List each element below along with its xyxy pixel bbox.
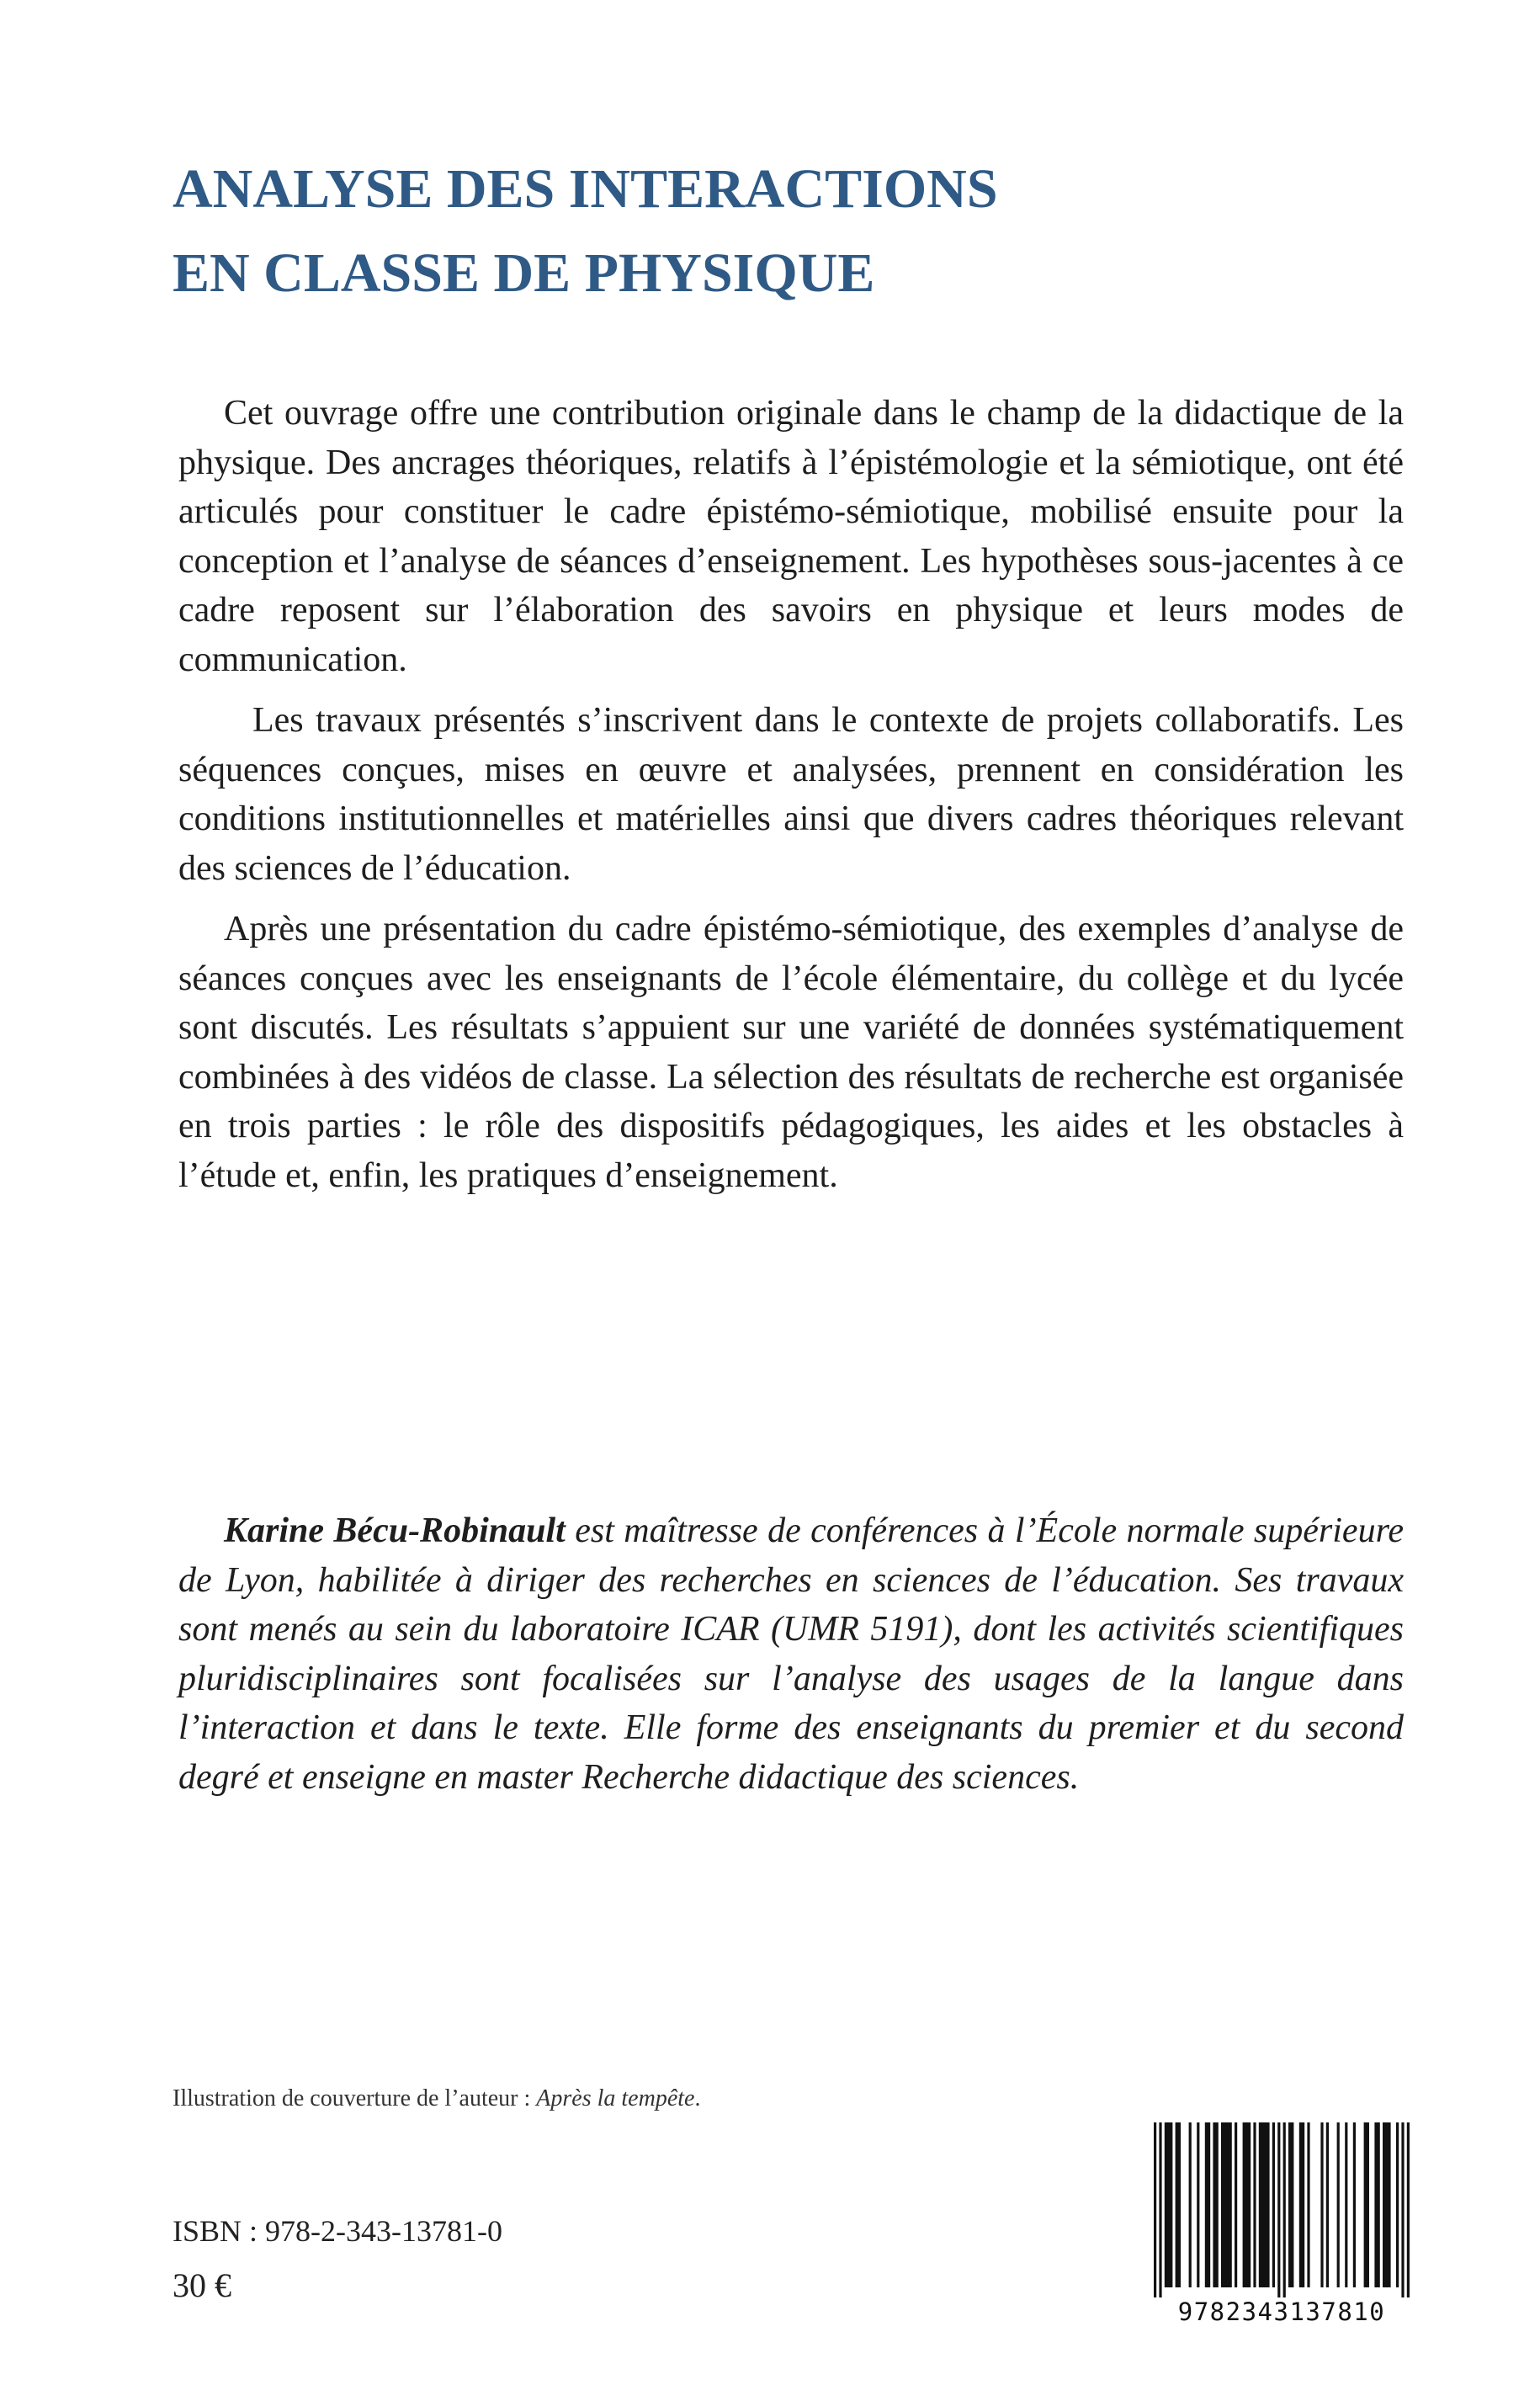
barcode-guard-bar: [1277, 2122, 1280, 2297]
synopsis-paragraph-1: Cet ouvrage offre une contribution originale dans le champ de la didactique de la physique. Des ancrages théoriques, relatifs à l’épistémologie et la sémiotique, ont été articulés pour constituer le cadre épistémo-sémiotique, mobilisé ensuite pour la conception et l’analyse de séances d’enseignement. Les hypothèses sous-jacentes à ce cadre reposent sur l’élaboration des savoirs en physique et leurs modes de communication.: [178, 394, 1404, 679]
credit-suffix: .: [694, 2085, 701, 2111]
barcode-bar: [1383, 2122, 1391, 2287]
barcode-bar: [1253, 2122, 1256, 2287]
book-title-line-1: ANALYSE DES INTERACTIONS: [173, 158, 998, 220]
synopsis: [178, 389, 1404, 1212]
price: 30 €: [173, 2266, 231, 2304]
barcode-guard-bar: [1159, 2122, 1161, 2297]
isbn: ISBN : 978-2-343-13781-0: [173, 2214, 502, 2248]
book-title: [173, 147, 1351, 316]
barcode-bars: [1139, 2119, 1425, 2297]
synopsis-paragraph-2: Les travaux présentés s’inscrivent dans le contexte de projets collaboratifs. Les séquences conçues, mises en œuvre et analysées, prennent en considération les conditions institutionnelles et matérielles ainsi que divers cadres théoriques relevant des sciences de l’éducation.: [178, 701, 1404, 888]
barcode-bar: [1326, 2122, 1329, 2287]
credit-work-title: Après la tempête: [536, 2085, 695, 2111]
synopsis-paragraph-3: Après une présentation du cadre épistémo-sémiotique, des exemples d’analyse de séances conçues avec les enseignants de l’école élémentaire, du collège et du lycée sont discutés. Les résultats s’appuient sur une variété de données systématiquement combinées à des vidéos de classe. La sélection des résultats de recherche est organisée en trois parties : le rôle des dispositifs pédagogiques, les aides et les obstacles à l’étude et, enfin, les pratiques d’enseignement.: [178, 910, 1404, 1195]
barcode-bar: [1364, 2122, 1369, 2287]
barcode-bar: [1345, 2122, 1347, 2287]
barcode-bar: [1197, 2122, 1199, 2287]
barcode-bar: [1259, 2122, 1270, 2287]
cover-illustration-credit: [173, 2085, 700, 2112]
barcode-bar: [1320, 2122, 1323, 2287]
barcode-guard-bar: [1154, 2122, 1156, 2297]
barcode-bar: [1288, 2122, 1293, 2287]
barcode-bar: [1213, 2122, 1218, 2287]
barcode-bar: [1243, 2122, 1251, 2287]
barcode-bar: [1189, 2122, 1192, 2287]
barcode-bar: [1307, 2122, 1309, 2287]
barcode-bar: [1221, 2122, 1232, 2287]
barcode-guard-bar: [1401, 2122, 1404, 2297]
barcode-bar: [1353, 2122, 1356, 2287]
barcode-bar: [1396, 2122, 1399, 2287]
book-title-line-2: EN CLASSE DE PHYSIQUE: [173, 242, 875, 304]
barcode-guard-bar: [1283, 2122, 1286, 2297]
barcode: [1139, 2119, 1425, 2326]
barcode-bar: [1299, 2122, 1304, 2287]
barcode-guard-bar: [1407, 2122, 1410, 2297]
barcode-bar: [1165, 2122, 1173, 2287]
author-bio-text: est maîtresse de conférences à l’École normale supérieure de Lyon, habilitée à diriger des recherches en sciences de l’éducation. Ses travaux sont menés au sein du laboratoire ICAR (UMR 5191), dont les activités scientifiques pluridisciplinaires sont focalisées sur l’analyse des usages de la langue dans l’interaction et dans le texte. Elle forme des enseignants du premier et du second degré et enseigne en master Recherche didactique des sciences.: [178, 1511, 1405, 1797]
barcode-bar: [1337, 2122, 1340, 2287]
barcode-bar: [1176, 2122, 1181, 2287]
barcode-digits: 9782343137810: [1177, 2297, 1386, 2326]
author-bio: [178, 1506, 1404, 1802]
credit-prefix: Illustration de couverture de l’auteur :: [173, 2085, 537, 2111]
barcode-bar: [1205, 2122, 1210, 2287]
author-name: Karine Bécu-Robinault: [224, 1511, 566, 1550]
barcode-bar: [1272, 2122, 1275, 2287]
barcode-bar: [1374, 2122, 1379, 2287]
barcode-bar: [1235, 2122, 1237, 2287]
